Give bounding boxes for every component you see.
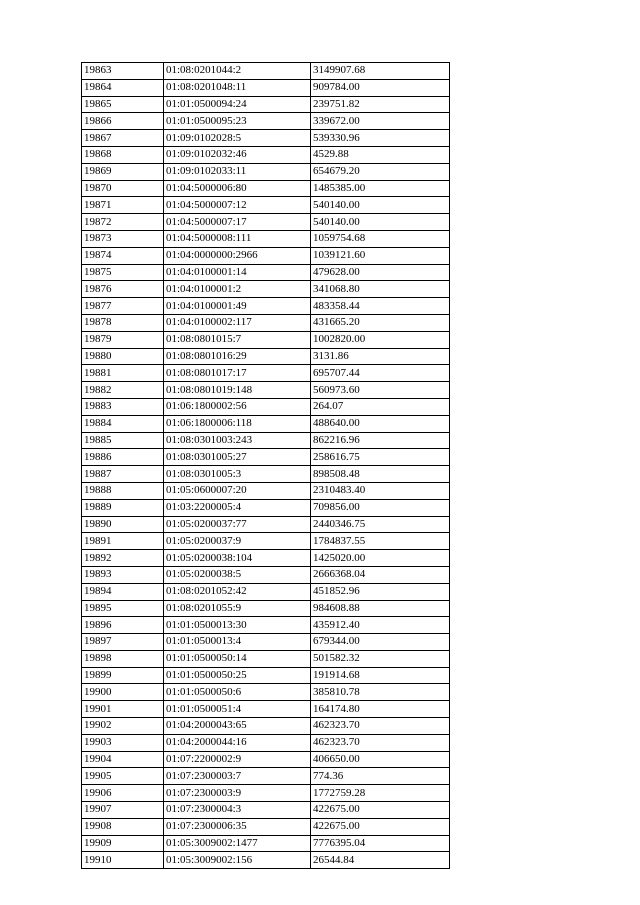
cadastral-number-cell: 01:04:5000006:80 bbox=[164, 180, 311, 197]
amount-cell: 1002820.00 bbox=[311, 331, 450, 348]
amount-cell: 1772759.28 bbox=[311, 785, 450, 802]
amount-cell: 483358.44 bbox=[311, 298, 450, 315]
cadastral-number-cell: 01:05:3009002:1477 bbox=[164, 835, 311, 852]
table-row bbox=[82, 734, 450, 751]
row-number-cell: 19876 bbox=[82, 281, 164, 298]
amount-cell: 258616.75 bbox=[311, 449, 450, 466]
cadastral-number-cell: 01:08:0201055:9 bbox=[164, 600, 311, 617]
row-number-cell: 19889 bbox=[82, 499, 164, 516]
amount-cell: 451852.96 bbox=[311, 583, 450, 600]
table-row bbox=[82, 197, 450, 214]
table-row bbox=[82, 852, 450, 869]
cadastral-number-cell: 01:08:0301005:27 bbox=[164, 449, 311, 466]
row-number-cell: 19907 bbox=[82, 802, 164, 819]
table-row bbox=[82, 701, 450, 718]
table-row bbox=[82, 650, 450, 667]
amount-cell: 774.36 bbox=[311, 768, 450, 785]
cadastral-number-cell: 01:05:0600007:20 bbox=[164, 482, 311, 499]
row-number-cell: 19879 bbox=[82, 331, 164, 348]
cadastral-number-cell: 01:04:2000044:16 bbox=[164, 734, 311, 751]
row-number-cell: 19902 bbox=[82, 718, 164, 735]
cadastral-number-cell: 01:01:0500013:4 bbox=[164, 634, 311, 651]
table-row bbox=[82, 835, 450, 852]
table-row bbox=[82, 146, 450, 163]
amount-cell: 435912.40 bbox=[311, 617, 450, 634]
table-row bbox=[82, 617, 450, 634]
cadastral-number-cell: 01:04:0100001:14 bbox=[164, 264, 311, 281]
row-number-cell: 19892 bbox=[82, 550, 164, 567]
amount-cell: 341068.80 bbox=[311, 281, 450, 298]
row-number-cell: 19894 bbox=[82, 583, 164, 600]
row-number-cell: 19891 bbox=[82, 533, 164, 550]
amount-cell: 539330.96 bbox=[311, 130, 450, 147]
row-number-cell: 19867 bbox=[82, 130, 164, 147]
cadastral-number-cell: 01:08:0201044:2 bbox=[164, 63, 311, 80]
row-number-cell: 19872 bbox=[82, 214, 164, 231]
row-number-cell: 19875 bbox=[82, 264, 164, 281]
row-number-cell: 19904 bbox=[82, 751, 164, 768]
row-number-cell: 19905 bbox=[82, 768, 164, 785]
amount-cell: 3149907.68 bbox=[311, 63, 450, 80]
row-number-cell: 19880 bbox=[82, 348, 164, 365]
table-row bbox=[82, 667, 450, 684]
amount-cell: 2310483.40 bbox=[311, 482, 450, 499]
row-number-cell: 19870 bbox=[82, 180, 164, 197]
cadastral-number-cell: 01:08:0801019:148 bbox=[164, 382, 311, 399]
row-number-cell: 19908 bbox=[82, 818, 164, 835]
row-number-cell: 19899 bbox=[82, 667, 164, 684]
cadastral-number-cell: 01:04:5000007:12 bbox=[164, 197, 311, 214]
row-number-cell: 19863 bbox=[82, 63, 164, 80]
table-row bbox=[82, 348, 450, 365]
amount-cell: 488640.00 bbox=[311, 415, 450, 432]
table-row bbox=[82, 180, 450, 197]
cadastral-number-cell: 01:09:0102033:11 bbox=[164, 163, 311, 180]
cadastral-number-cell: 01:08:0801017:17 bbox=[164, 365, 311, 382]
amount-cell: 385810.78 bbox=[311, 684, 450, 701]
row-number-cell: 19901 bbox=[82, 701, 164, 718]
row-number-cell: 19865 bbox=[82, 96, 164, 113]
amount-cell: 560973.60 bbox=[311, 382, 450, 399]
table-row bbox=[82, 785, 450, 802]
cadastral-number-cell: 01:05:3009002:156 bbox=[164, 852, 311, 869]
amount-cell: 191914.68 bbox=[311, 667, 450, 684]
cadastral-number-cell: 01:08:0801015:7 bbox=[164, 331, 311, 348]
table-body bbox=[82, 63, 450, 869]
table-row bbox=[82, 550, 450, 567]
cadastral-number-cell: 01:08:0801016:29 bbox=[164, 348, 311, 365]
table-row bbox=[82, 482, 450, 499]
cadastral-number-cell: 01:04:0100001:2 bbox=[164, 281, 311, 298]
table-row bbox=[82, 365, 450, 382]
row-number-cell: 19868 bbox=[82, 146, 164, 163]
table-row bbox=[82, 600, 450, 617]
table-row bbox=[82, 398, 450, 415]
amount-cell: 501582.32 bbox=[311, 650, 450, 667]
amount-cell: 264.07 bbox=[311, 398, 450, 415]
cadastral-number-cell: 01:05:0200038:5 bbox=[164, 566, 311, 583]
table-row bbox=[82, 415, 450, 432]
cadastral-number-cell: 01:09:0102028:5 bbox=[164, 130, 311, 147]
row-number-cell: 19898 bbox=[82, 650, 164, 667]
amount-cell: 2666368.04 bbox=[311, 566, 450, 583]
amount-cell: 1059754.68 bbox=[311, 230, 450, 247]
amount-cell: 479628.00 bbox=[311, 264, 450, 281]
table-row bbox=[82, 163, 450, 180]
cadastral-number-cell: 01:01:0500095:23 bbox=[164, 113, 311, 130]
table-row bbox=[82, 382, 450, 399]
amount-cell: 984608.88 bbox=[311, 600, 450, 617]
row-number-cell: 19890 bbox=[82, 516, 164, 533]
row-number-cell: 19903 bbox=[82, 734, 164, 751]
cadastral-number-cell: 01:06:1800002:56 bbox=[164, 398, 311, 415]
cadastral-number-cell: 01:07:2300003:9 bbox=[164, 785, 311, 802]
cadastral-number-cell: 01:07:2300006:35 bbox=[164, 818, 311, 835]
cadastral-number-cell: 01:07:2300004:3 bbox=[164, 802, 311, 819]
table-row bbox=[82, 281, 450, 298]
table-row bbox=[82, 79, 450, 96]
amount-cell: 1039121.60 bbox=[311, 247, 450, 264]
amount-cell: 422675.00 bbox=[311, 818, 450, 835]
amount-cell: 462323.70 bbox=[311, 718, 450, 735]
row-number-cell: 19883 bbox=[82, 398, 164, 415]
amount-cell: 339672.00 bbox=[311, 113, 450, 130]
table-row bbox=[82, 583, 450, 600]
cadastral-number-cell: 01:01:0500051:4 bbox=[164, 701, 311, 718]
cadastral-number-cell: 01:01:0500013:30 bbox=[164, 617, 311, 634]
table-row bbox=[82, 63, 450, 80]
table-row bbox=[82, 331, 450, 348]
row-number-cell: 19910 bbox=[82, 852, 164, 869]
amount-cell: 164174.80 bbox=[311, 701, 450, 718]
amount-cell: 406650.00 bbox=[311, 751, 450, 768]
amount-cell: 431665.20 bbox=[311, 314, 450, 331]
row-number-cell: 19877 bbox=[82, 298, 164, 315]
amount-cell: 26544.84 bbox=[311, 852, 450, 869]
cadastral-number-cell: 01:04:5000008:111 bbox=[164, 230, 311, 247]
cadastral-number-cell: 01:04:0100001:49 bbox=[164, 298, 311, 315]
cadastral-number-cell: 01:07:2300003:7 bbox=[164, 768, 311, 785]
row-number-cell: 19878 bbox=[82, 314, 164, 331]
table-row bbox=[82, 802, 450, 819]
table-row bbox=[82, 314, 450, 331]
table-row bbox=[82, 96, 450, 113]
row-number-cell: 19871 bbox=[82, 197, 164, 214]
row-number-cell: 19864 bbox=[82, 79, 164, 96]
cadastral-number-cell: 01:01:0500050:6 bbox=[164, 684, 311, 701]
row-number-cell: 19874 bbox=[82, 247, 164, 264]
cadastral-number-cell: 01:08:0201048:11 bbox=[164, 79, 311, 96]
row-number-cell: 19900 bbox=[82, 684, 164, 701]
table-row bbox=[82, 768, 450, 785]
row-number-cell: 19885 bbox=[82, 432, 164, 449]
table-row bbox=[82, 113, 450, 130]
table-row bbox=[82, 214, 450, 231]
amount-cell: 1425020.00 bbox=[311, 550, 450, 567]
table-row bbox=[82, 684, 450, 701]
cadastral-number-cell: 01:09:0102032:46 bbox=[164, 146, 311, 163]
cadastral-number-cell: 01:06:1800006:118 bbox=[164, 415, 311, 432]
amount-cell: 540140.00 bbox=[311, 197, 450, 214]
table-row bbox=[82, 298, 450, 315]
row-number-cell: 19881 bbox=[82, 365, 164, 382]
cadastral-number-cell: 01:05:0200038:104 bbox=[164, 550, 311, 567]
cadastral-number-cell: 01:03:2200005:4 bbox=[164, 499, 311, 516]
amount-cell: 462323.70 bbox=[311, 734, 450, 751]
table-row bbox=[82, 751, 450, 768]
table-row bbox=[82, 247, 450, 264]
data-table bbox=[81, 62, 450, 869]
cadastral-number-cell: 01:07:2200002:9 bbox=[164, 751, 311, 768]
cadastral-number-cell: 01:01:0500050:25 bbox=[164, 667, 311, 684]
amount-cell: 862216.96 bbox=[311, 432, 450, 449]
table-row bbox=[82, 516, 450, 533]
cadastral-number-cell: 01:05:0200037:9 bbox=[164, 533, 311, 550]
cadastral-number-cell: 01:08:0201052:42 bbox=[164, 583, 311, 600]
row-number-cell: 19882 bbox=[82, 382, 164, 399]
amount-cell: 1784837.55 bbox=[311, 533, 450, 550]
table-row bbox=[82, 499, 450, 516]
table-row bbox=[82, 466, 450, 483]
amount-cell: 540140.00 bbox=[311, 214, 450, 231]
table-row bbox=[82, 718, 450, 735]
amount-cell: 898508.48 bbox=[311, 466, 450, 483]
amount-cell: 909784.00 bbox=[311, 79, 450, 96]
cadastral-number-cell: 01:01:0500050:14 bbox=[164, 650, 311, 667]
amount-cell: 4529.88 bbox=[311, 146, 450, 163]
row-number-cell: 19866 bbox=[82, 113, 164, 130]
cadastral-number-cell: 01:04:2000043:65 bbox=[164, 718, 311, 735]
row-number-cell: 19886 bbox=[82, 449, 164, 466]
cadastral-number-cell: 01:04:5000007:17 bbox=[164, 214, 311, 231]
amount-cell: 3131.86 bbox=[311, 348, 450, 365]
table-row bbox=[82, 533, 450, 550]
table-row bbox=[82, 449, 450, 466]
table-row bbox=[82, 230, 450, 247]
row-number-cell: 19869 bbox=[82, 163, 164, 180]
table-row bbox=[82, 566, 450, 583]
cadastral-number-cell: 01:04:0000000:2966 bbox=[164, 247, 311, 264]
amount-cell: 2440346.75 bbox=[311, 516, 450, 533]
cadastral-number-cell: 01:01:0500094:24 bbox=[164, 96, 311, 113]
row-number-cell: 19895 bbox=[82, 600, 164, 617]
table-row bbox=[82, 432, 450, 449]
row-number-cell: 19884 bbox=[82, 415, 164, 432]
amount-cell: 422675.00 bbox=[311, 802, 450, 819]
amount-cell: 239751.82 bbox=[311, 96, 450, 113]
cadastral-number-cell: 01:08:0301003:243 bbox=[164, 432, 311, 449]
table-row bbox=[82, 818, 450, 835]
cadastral-number-cell: 01:04:0100002:117 bbox=[164, 314, 311, 331]
amount-cell: 695707.44 bbox=[311, 365, 450, 382]
row-number-cell: 19893 bbox=[82, 566, 164, 583]
cadastral-number-cell: 01:08:0301005:3 bbox=[164, 466, 311, 483]
cadastral-number-cell: 01:05:0200037:77 bbox=[164, 516, 311, 533]
table-row bbox=[82, 130, 450, 147]
amount-cell: 679344.00 bbox=[311, 634, 450, 651]
amount-cell: 654679.20 bbox=[311, 163, 450, 180]
row-number-cell: 19897 bbox=[82, 634, 164, 651]
row-number-cell: 19909 bbox=[82, 835, 164, 852]
amount-cell: 709856.00 bbox=[311, 499, 450, 516]
amount-cell: 1485385.00 bbox=[311, 180, 450, 197]
row-number-cell: 19888 bbox=[82, 482, 164, 499]
row-number-cell: 19887 bbox=[82, 466, 164, 483]
row-number-cell: 19873 bbox=[82, 230, 164, 247]
table-row bbox=[82, 634, 450, 651]
row-number-cell: 19896 bbox=[82, 617, 164, 634]
amount-cell: 7776395.04 bbox=[311, 835, 450, 852]
row-number-cell: 19906 bbox=[82, 785, 164, 802]
table-row bbox=[82, 264, 450, 281]
